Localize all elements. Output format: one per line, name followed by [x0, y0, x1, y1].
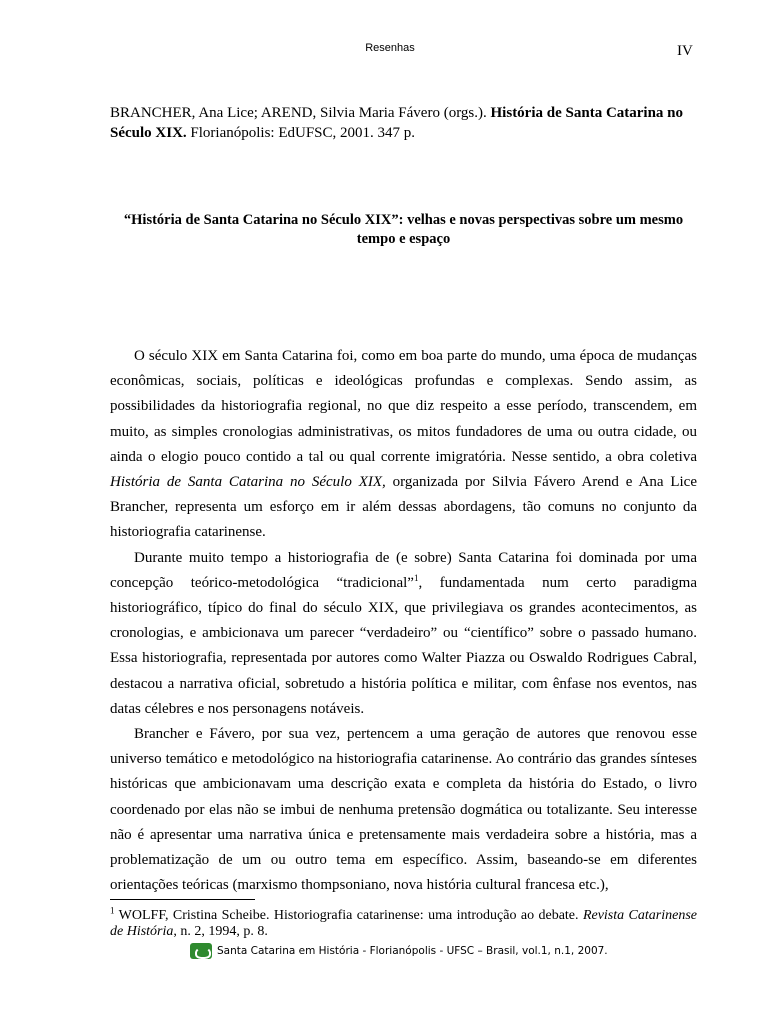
reference-authors: BRANCHER, Ana Lice; AREND, Silvia Maria Fávero (orgs.).: [110, 105, 491, 121]
footer-text: Santa Catarina em História - Florianópolis - UFSC – Brasil, vol.1, n.1, 2007.: [217, 945, 608, 957]
journal-logo-icon: [190, 943, 212, 959]
paragraph: O século XIX em Santa Catarina foi, como em boa parte do mundo, uma época de mudanças econômicas, sociais, políticas e ideológicas profundas e complexas. Sendo assim, as possibilidades da historiografia regional, no que diz respeito a esse período, transcendem, em muito, as simples cronologias administrativas, os mitos fundadores de uma ou outra cidade, ou ainda o elogio pouco contido a tal ou qual corrente imigratória. Nesse sentido, a obra coletiva História de Santa Catarina no Século XIX, organizada por Silvia Fávero Arend e Ana Lice Brancher, representa um esforço em ir além dessas abordagens, tão comuns no conjunto da historiografia catarinense.: [110, 348, 697, 541]
reference-book-title: História de Santa Catarina no Século XIX.: [110, 105, 684, 141]
footnote-marker[interactable]: 1: [413, 572, 419, 583]
paragraph: Brancher e Fávero, por sua vez, pertencem a uma geração de autores que renovou esse universo temático e metodológico na historiografia catarinense. Ao contrário das grandes sínteses históricas que ambicionavam uma descrição exata e completa da história do Estado, o livro coordenado por elas não se imbui de nenhuma pretensão dogmática ou totalizante. Seu interesse não é apresentar uma narrativa única e pretensamente mais verdadeira sobre a história, mas a problematização de um ou outro tema em específico. Assim, baseando-se em diferentes orientações teóricas (marxismo thompsoniano, nova história cultural francesa etc.),: [110, 726, 697, 894]
review-title: “História de Santa Catarina no Século XIX”: velhas e novas perspectivas sobre um mesmo tempo e espaço: [123, 212, 684, 247]
book-reference: [110, 103, 697, 143]
book-title-italic: História de Santa Catarina no Século XIX,: [110, 474, 386, 491]
footnote: $^1$ WOLFF, Cristina Scheibe. Historiografia catarinense: uma introdução ao debate. Revista Catarinense de História, n. 2, 1994, p. 8.: [110, 905, 697, 939]
paragraph: Durante muito tempo a historiografia de (e sobre) Santa Catarina foi dominada por uma concepção teórico-metodológica “tradicional”$^1$, fundamentada num certo paradigma historiográfico, típico do final do século XIX, que privilegiava os grandes acontecimentos, as cronologias, e ambicionava um parecer “verdadeiro” ou “científico” sobre o passado humano. Essa historiografia, representada por autores como Walter Piazza ou Oswaldo Rodrigues Cabral, destacou a narrativa oficial, sobretudo a história política e militar, com ênfase nos eventos, nas datas célebres e nos personagens notáveis.: [110, 549, 697, 717]
page-footer: [190, 942, 608, 960]
footnote-divider: [110, 899, 255, 900]
footnote-journal: Revista Catarinense de História: [110, 908, 697, 939]
running-header: Resenhas: [365, 42, 415, 54]
review-body: [110, 344, 697, 898]
reference-publication: Florianópolis: EdUFSC, 2001. 347 p.: [186, 125, 416, 141]
page-number: IV: [677, 43, 693, 59]
footnote-number: 1: [110, 905, 115, 916]
